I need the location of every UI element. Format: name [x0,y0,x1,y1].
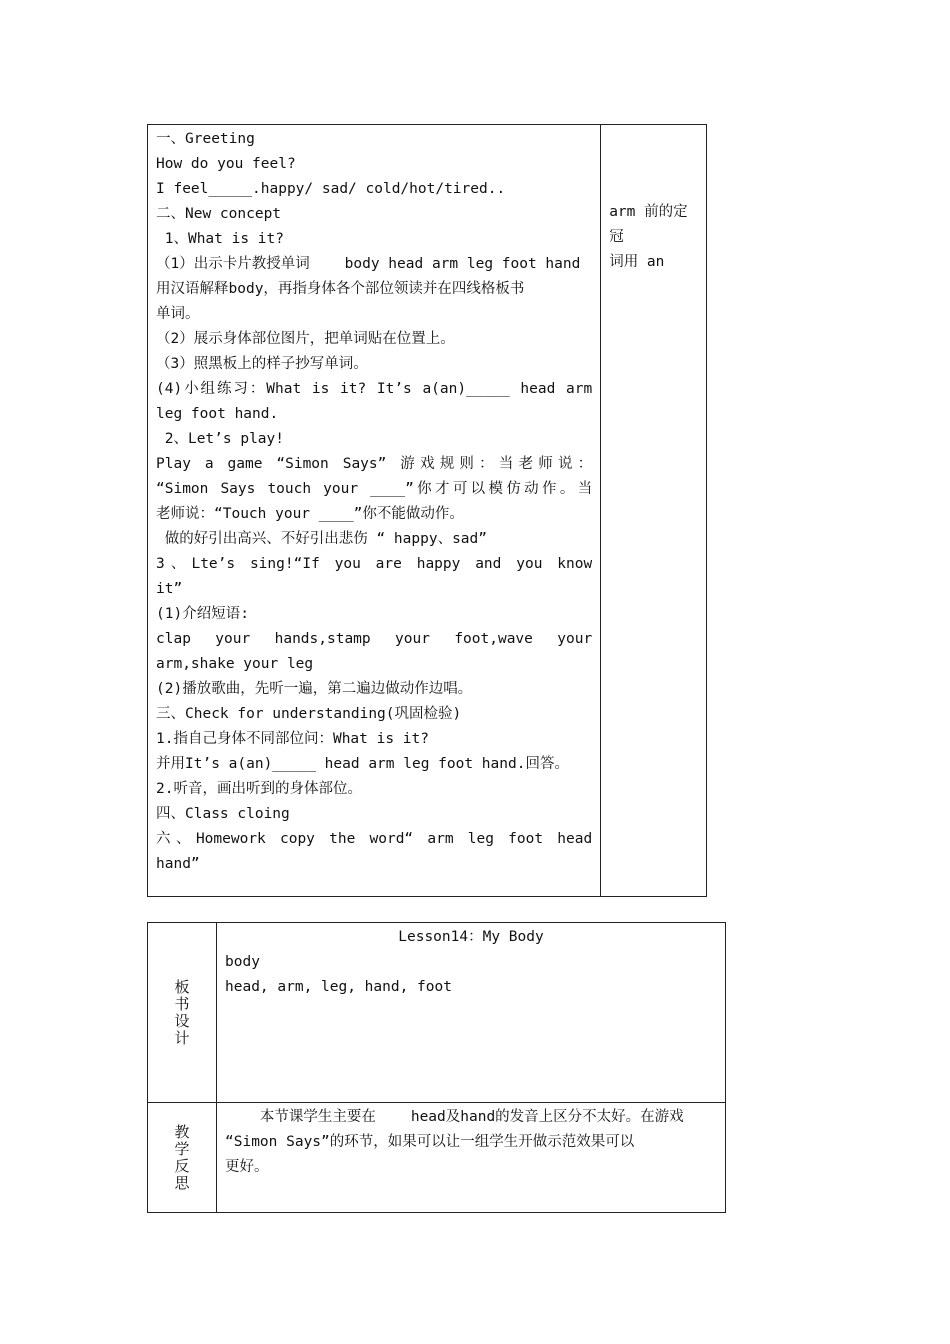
procedure-line: 二、New concept [156,206,282,222]
procedure-line: “Simon Says touch your ____”你才可以模仿动作。当 [156,481,593,497]
procedure-cell [148,125,601,897]
reflection-line: 更好。 [225,1159,269,1175]
procedure-text [156,127,592,877]
procedure-line: 三、Check for understanding(巩固检验) [156,706,462,722]
board-design-label: 板书设计 [174,977,190,1047]
procedure-line: 2.听音，画出听到的身体部位。 [156,781,362,797]
board-line: head, arm, leg, hand, foot [225,979,452,995]
procedure-line: 一、Greeting [156,131,255,147]
procedure-line: 1、What is it? [156,231,284,247]
board-line: body [225,954,260,970]
reflection-line: “Simon Says”的环节，如果可以让一组学生开做示范效果可以 [225,1134,635,1150]
procedure-line: 2、Let’s play! [156,431,284,447]
procedure-line: 3、Lte’s sing!“If you are happy and you know [156,556,593,572]
procedure-line: How do you feel? [156,156,296,172]
procedure-line: (4)小组练习：What is it? It’s a(an)_____ head arm [156,381,593,397]
procedure-line: (1)介绍短语: [156,606,249,622]
procedure-line: （2）展示身体部位图片，把单词贴在位置上。 [156,331,455,347]
side-note-line: 词用 an [609,254,665,270]
procedure-line: 1.指自己身体不同部位问：What is it? [156,731,429,747]
procedure-line: 并用It’s a(an)_____ head arm leg foot hand.回答。 [156,756,569,772]
reflection-label-cell [148,1103,217,1213]
reflection-label: 教学反思 [174,1122,190,1192]
reflection-cell [217,1103,726,1213]
procedure-line: 六、Homework copy the word“ arm leg foot head [156,831,593,847]
side-note [601,125,706,275]
board-design-label-cell [148,923,217,1103]
side-note-line: arm 前的定冠 [609,204,688,245]
reflection-line: 本节课学生主要在 head及hand的发音上区分不太好。在游戏 [225,1109,684,1125]
board-title: Lesson14：My Body [398,929,544,945]
procedure-line: 老师说：“Touch your ____”你不能做动作。 [156,506,464,522]
board-design-cell [217,923,726,1103]
procedure-line: clap your hands,stamp your foot,wave your [156,631,593,647]
procedure-line: （3）照黑板上的样子抄写单词。 [156,356,368,372]
lesson-plan-table [147,124,707,897]
procedure-line: arm,shake your leg [156,656,314,672]
procedure-line: Play a game “Simon Says” 游戏规则：当老师说： [156,456,593,472]
procedure-line: leg foot hand. [156,406,279,422]
procedure-line: 单词。 [156,306,200,322]
procedure-line: 做的好引出高兴、不好引出悲伤 “ happy、sad” [156,531,487,547]
procedure-line: (2)播放歌曲，先听一遍，第二遍边做动作边唱。 [156,681,473,697]
procedure-line: 用汉语解释body，再指身体各个部位领读并在四线格板书 [156,281,525,297]
board-reflection-table [147,922,726,1213]
note-cell [601,125,707,897]
procedure-line: hand” [156,856,200,872]
procedure-line: I feel_____.happy/ sad/ cold/hot/tired.. [156,181,506,197]
procedure-line: （1）出示卡片教授单词 body head arm leg foot hand [156,256,581,272]
procedure-line: it” [156,581,183,597]
procedure-line: 四、Class cloing [156,806,290,822]
